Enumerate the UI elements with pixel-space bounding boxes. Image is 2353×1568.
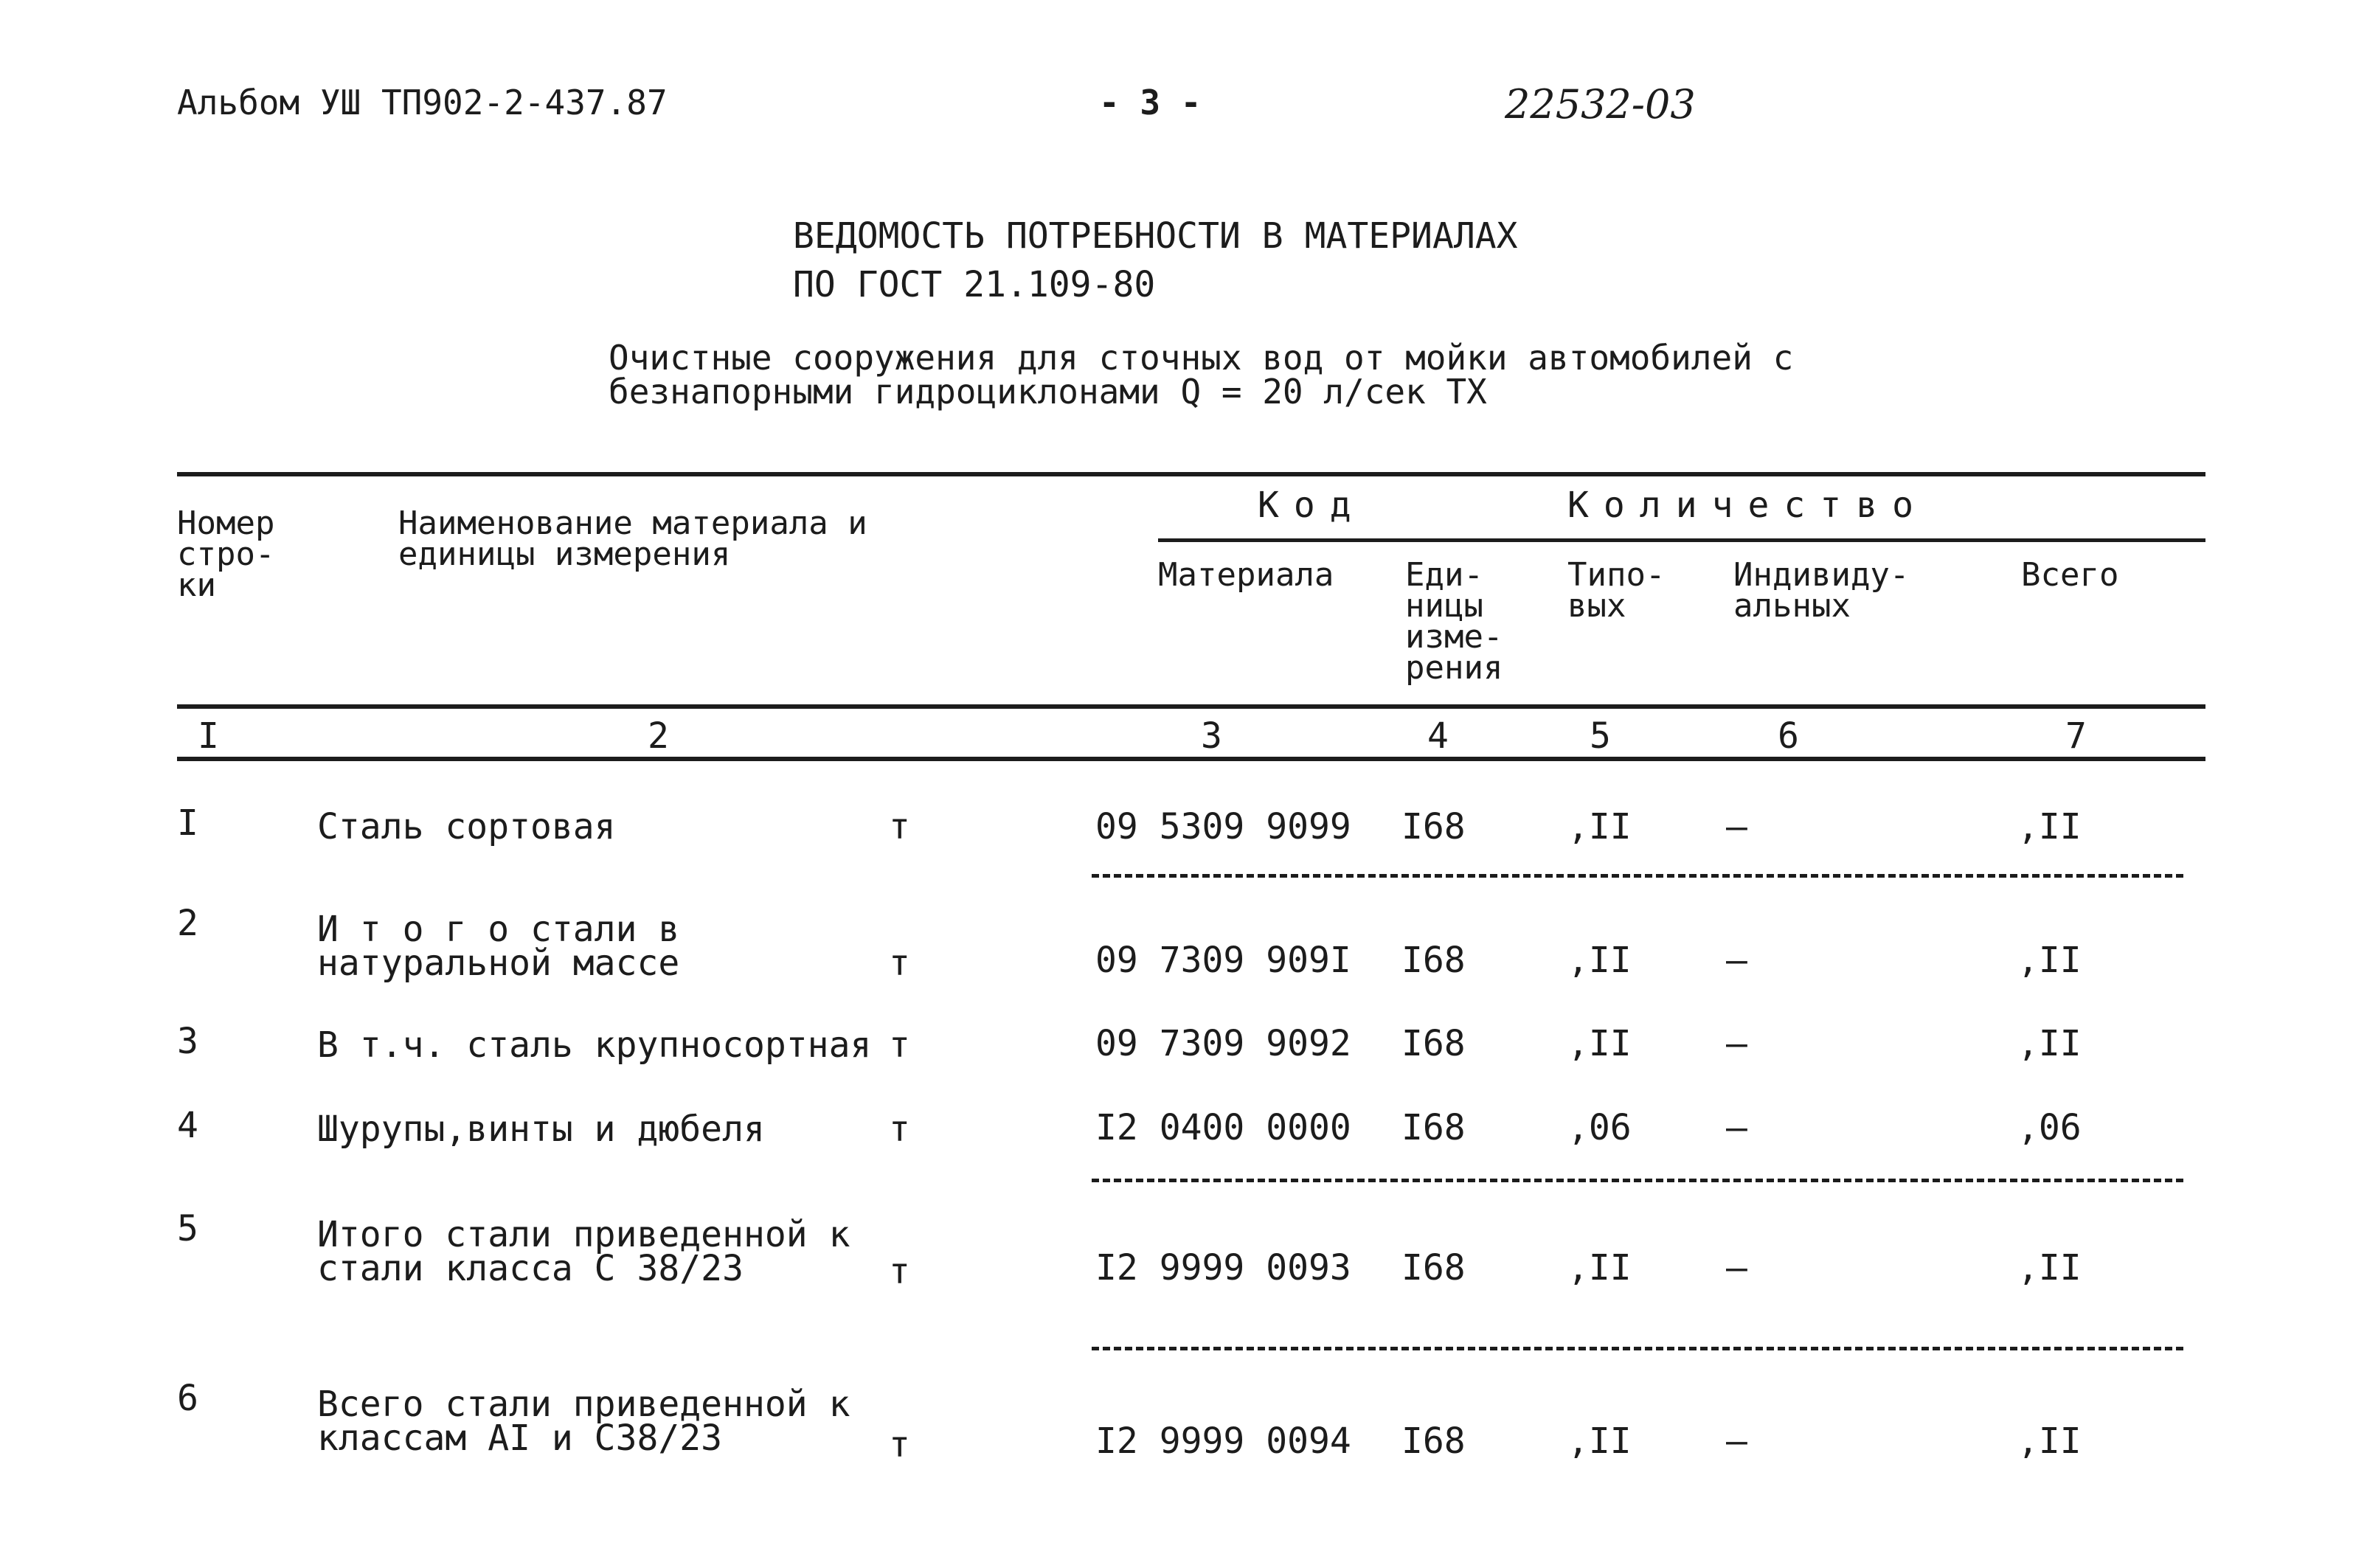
total-quantity: ,II bbox=[2017, 1023, 2082, 1064]
column-number-3: 3 bbox=[1201, 715, 1222, 757]
total-quantity: ,II bbox=[2017, 1420, 2082, 1462]
unit: т bbox=[889, 806, 910, 847]
dashed-separator bbox=[1092, 1179, 2183, 1182]
header-typical-1: Типо- bbox=[1567, 556, 1666, 594]
total-quantity: ,II bbox=[2017, 940, 2082, 981]
unit-code: I68 bbox=[1401, 1023, 1466, 1064]
column-numbers-rule bbox=[177, 757, 2205, 761]
header-typical-2: вых bbox=[1567, 587, 1626, 625]
header-code-group: Код bbox=[1258, 485, 1366, 526]
unit-code: I68 bbox=[1401, 1107, 1466, 1148]
dashed-separator bbox=[1092, 874, 2183, 878]
document-standard: ПО ГОСТ 21.109-80 bbox=[793, 264, 1156, 305]
material-name: Сталь сортовая bbox=[317, 806, 616, 847]
header-individual-2: альных bbox=[1733, 587, 1851, 625]
unit: т bbox=[889, 1424, 910, 1465]
material-name: Шурупы,винты и дюбеля bbox=[317, 1109, 765, 1150]
unit-code: I68 bbox=[1401, 806, 1466, 847]
document-title: ВЕДОМОСТЬ ПОТРЕБНОСТИ В МАТЕРИАЛАХ bbox=[793, 215, 1518, 257]
header-row-number-2: стро- bbox=[177, 535, 275, 573]
header-group-rule bbox=[1158, 538, 2205, 542]
unit: т bbox=[889, 1024, 910, 1066]
header-unit-code-4: рения bbox=[1405, 649, 1503, 687]
material-code: 09 7309 9092 bbox=[1095, 1023, 1351, 1064]
individual-quantity: – bbox=[1726, 1420, 1747, 1462]
column-number-4: 4 bbox=[1427, 715, 1449, 757]
material-name-line-1: Всего стали приведенной к bbox=[317, 1384, 850, 1425]
individual-quantity: – bbox=[1726, 1247, 1747, 1288]
unit: т bbox=[889, 1109, 910, 1150]
unit-code: I68 bbox=[1401, 1420, 1466, 1462]
individual-quantity: – bbox=[1726, 940, 1747, 981]
total-quantity: ,06 bbox=[2017, 1107, 2082, 1148]
material-name-line-2: стали класса С 38/23 bbox=[317, 1248, 744, 1289]
header-unit-code-1: Еди- bbox=[1405, 556, 1483, 594]
header-name-2: единицы измерения bbox=[398, 535, 731, 573]
row-number: 5 bbox=[177, 1208, 198, 1249]
total-quantity: ,II bbox=[2017, 1247, 2082, 1288]
subtitle-line-2: безнапорными гидроциклонами Q = 20 л/сек ТХ bbox=[609, 372, 1487, 412]
material-code: 09 7309 909I bbox=[1095, 940, 1351, 981]
row-number: 6 bbox=[177, 1378, 198, 1419]
material-code: I2 9999 0093 bbox=[1095, 1247, 1351, 1288]
row-number: I bbox=[177, 802, 198, 844]
row-number: 3 bbox=[177, 1021, 198, 1062]
header-unit-code-3: изме- bbox=[1405, 618, 1503, 656]
header-material-code: Материала bbox=[1158, 556, 1334, 594]
individual-quantity: – bbox=[1726, 806, 1747, 847]
material-code: I2 0400 0000 bbox=[1095, 1107, 1351, 1148]
header-row-number-3: ки bbox=[177, 566, 216, 604]
typical-quantity: ,II bbox=[1567, 940, 1632, 981]
unit-code: I68 bbox=[1401, 940, 1466, 981]
header-individual-1: Индивиду- bbox=[1733, 556, 1910, 594]
individual-quantity: – bbox=[1726, 1023, 1747, 1064]
column-number-1: I bbox=[198, 715, 219, 757]
material-code: I2 9999 0094 bbox=[1095, 1420, 1351, 1462]
header-unit-code-2: ницы bbox=[1405, 587, 1483, 625]
material-name-line-2: натуральной массе bbox=[317, 943, 680, 984]
material-name-line-2: классам АI и С38/23 bbox=[317, 1418, 723, 1459]
material-code: 09 5309 9099 bbox=[1095, 806, 1351, 847]
header-bottom-rule bbox=[177, 704, 2205, 709]
header-total: Всего bbox=[2021, 556, 2119, 594]
material-name-line-1: Итого стали приведенной к bbox=[317, 1214, 850, 1255]
column-number-6: 6 bbox=[1778, 715, 1799, 757]
typical-quantity: ,06 bbox=[1567, 1107, 1632, 1148]
individual-quantity: – bbox=[1726, 1107, 1747, 1148]
unit: т bbox=[889, 1251, 910, 1292]
dashed-separator bbox=[1092, 1347, 2183, 1350]
column-number-7: 7 bbox=[2065, 715, 2087, 757]
material-name: В т.ч. сталь крупносортная bbox=[317, 1024, 872, 1066]
header-quantity-group: Количество bbox=[1567, 485, 1928, 526]
subtitle-line-1: Очистные сооружения для сточных вод от мойки автомобилей с bbox=[609, 338, 1794, 378]
typical-quantity: ,II bbox=[1567, 1023, 1632, 1064]
typical-quantity: ,II bbox=[1567, 1247, 1632, 1288]
header-row-number-1: Номер bbox=[177, 504, 275, 542]
typical-quantity: ,II bbox=[1567, 1420, 1632, 1462]
column-number-5: 5 bbox=[1590, 715, 1611, 757]
page-number: - 3 - bbox=[1099, 83, 1202, 122]
row-number: 4 bbox=[177, 1105, 198, 1146]
unit: т bbox=[889, 943, 910, 984]
row-number: 2 bbox=[177, 903, 198, 944]
table-top-rule bbox=[177, 472, 2205, 476]
header-name-1: Наименование материала и bbox=[398, 504, 867, 542]
total-quantity: ,II bbox=[2017, 806, 2082, 847]
document-number: 22532-03 bbox=[1505, 81, 1696, 128]
unit-code: I68 bbox=[1401, 1247, 1466, 1288]
typical-quantity: ,II bbox=[1567, 806, 1632, 847]
material-name-line-1: И т о г о стали в bbox=[317, 909, 680, 950]
album-label: Альбом УШ ТП902-2-437.87 bbox=[177, 83, 668, 122]
column-number-2: 2 bbox=[648, 715, 669, 757]
